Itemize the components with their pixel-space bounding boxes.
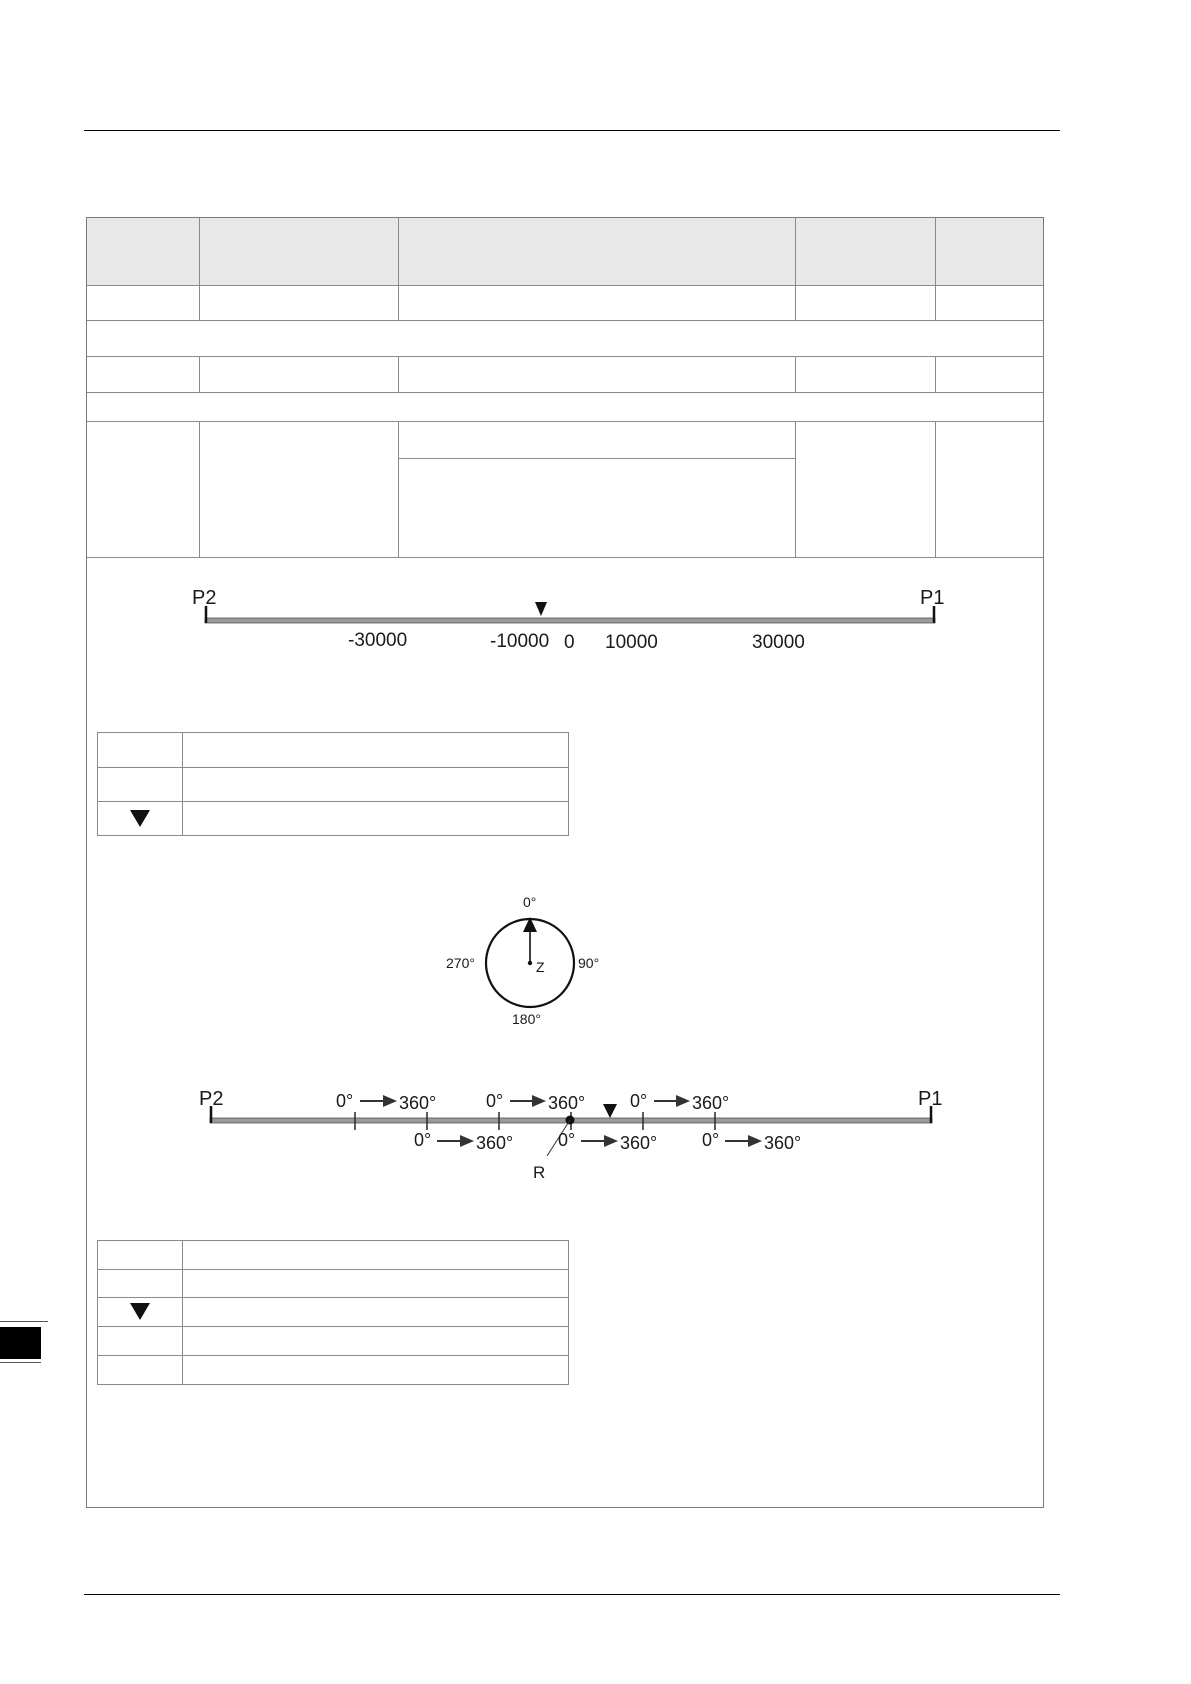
row-divider (87, 356, 1043, 357)
marker-triangle-icon (130, 1303, 150, 1320)
p1-label: P1 (920, 587, 945, 609)
angle-label-top: 0° (523, 894, 537, 910)
column-divider (795, 356, 796, 392)
marker-triangle-icon (130, 810, 150, 827)
linear-position-diagram (180, 580, 960, 660)
upper-segment (336, 1091, 436, 1113)
angle-label-left: 270° (446, 955, 475, 971)
arrow-right-icon (532, 1095, 546, 1107)
column-divider (935, 421, 936, 557)
arrow-right-icon (604, 1135, 618, 1147)
row-divider (398, 458, 795, 459)
svg-text:0°: 0° (336, 1091, 354, 1111)
svg-text:0°: 0° (414, 1130, 432, 1150)
chapter-tab-rule (0, 1321, 48, 1322)
upper-segment (630, 1091, 729, 1113)
row-divider (87, 392, 1043, 393)
svg-text:0°: 0° (702, 1130, 720, 1150)
header-rule (84, 130, 1060, 131)
position-marker-triangle (535, 602, 547, 616)
center-point (528, 961, 532, 965)
svg-text:0°: 0° (630, 1091, 648, 1111)
svg-text:360°: 360° (476, 1133, 514, 1153)
footer-rule (84, 1594, 1060, 1595)
p1-label: P1 (918, 1088, 943, 1110)
rotation-circle-diagram (440, 890, 620, 1030)
chapter-tab-rule (0, 1362, 41, 1363)
p2-label: P2 (192, 587, 217, 609)
column-divider (199, 218, 200, 320)
position-axis-bar (205, 618, 935, 623)
arrow-right-icon (676, 1095, 690, 1107)
svg-text:360°: 360° (764, 1133, 802, 1153)
row-divider (87, 557, 1043, 558)
column-divider (398, 356, 399, 392)
row-divider (87, 285, 1043, 286)
column-divider (795, 421, 796, 557)
column-divider (398, 218, 399, 320)
tick-label: -30000 (348, 630, 408, 651)
row-divider (87, 320, 1043, 321)
svg-text:360°: 360° (620, 1133, 658, 1153)
column-divider (199, 421, 200, 557)
arrow-right-icon (748, 1135, 762, 1147)
svg-text:360°: 360° (399, 1093, 437, 1113)
row-divider (87, 421, 1043, 422)
lower-segment (702, 1130, 801, 1153)
tick-label: 10000 (605, 632, 658, 653)
upper-segment (486, 1091, 585, 1113)
table-header-row (87, 218, 1043, 285)
tick-label: 30000 (752, 632, 805, 653)
lower-segment (558, 1130, 657, 1153)
tick-label: -10000 (490, 631, 550, 652)
position-marker-triangle (603, 1104, 617, 1118)
arrow-right-icon (460, 1135, 474, 1147)
arrow-right-icon (383, 1095, 397, 1107)
svg-text:0°: 0° (486, 1091, 504, 1111)
tick-label: 0 (564, 632, 575, 653)
chapter-tab (0, 1327, 41, 1359)
p2-label: P2 (199, 1088, 224, 1110)
svg-text:0°: 0° (558, 1130, 576, 1150)
svg-text:360°: 360° (548, 1093, 586, 1113)
legend-table (97, 1240, 569, 1385)
rotary-position-diagram (180, 1080, 960, 1190)
column-divider (935, 356, 936, 392)
reference-label: R (533, 1163, 546, 1182)
angle-label-right: 90° (578, 955, 600, 971)
angle-label-bottom: 180° (512, 1011, 541, 1027)
column-divider (398, 421, 399, 557)
column-divider (935, 218, 936, 320)
svg-text:360°: 360° (692, 1093, 730, 1113)
legend-table (97, 732, 569, 836)
center-label: Z (536, 959, 545, 975)
lower-segment (414, 1130, 513, 1153)
column-divider (795, 218, 796, 320)
column-divider (199, 356, 200, 392)
